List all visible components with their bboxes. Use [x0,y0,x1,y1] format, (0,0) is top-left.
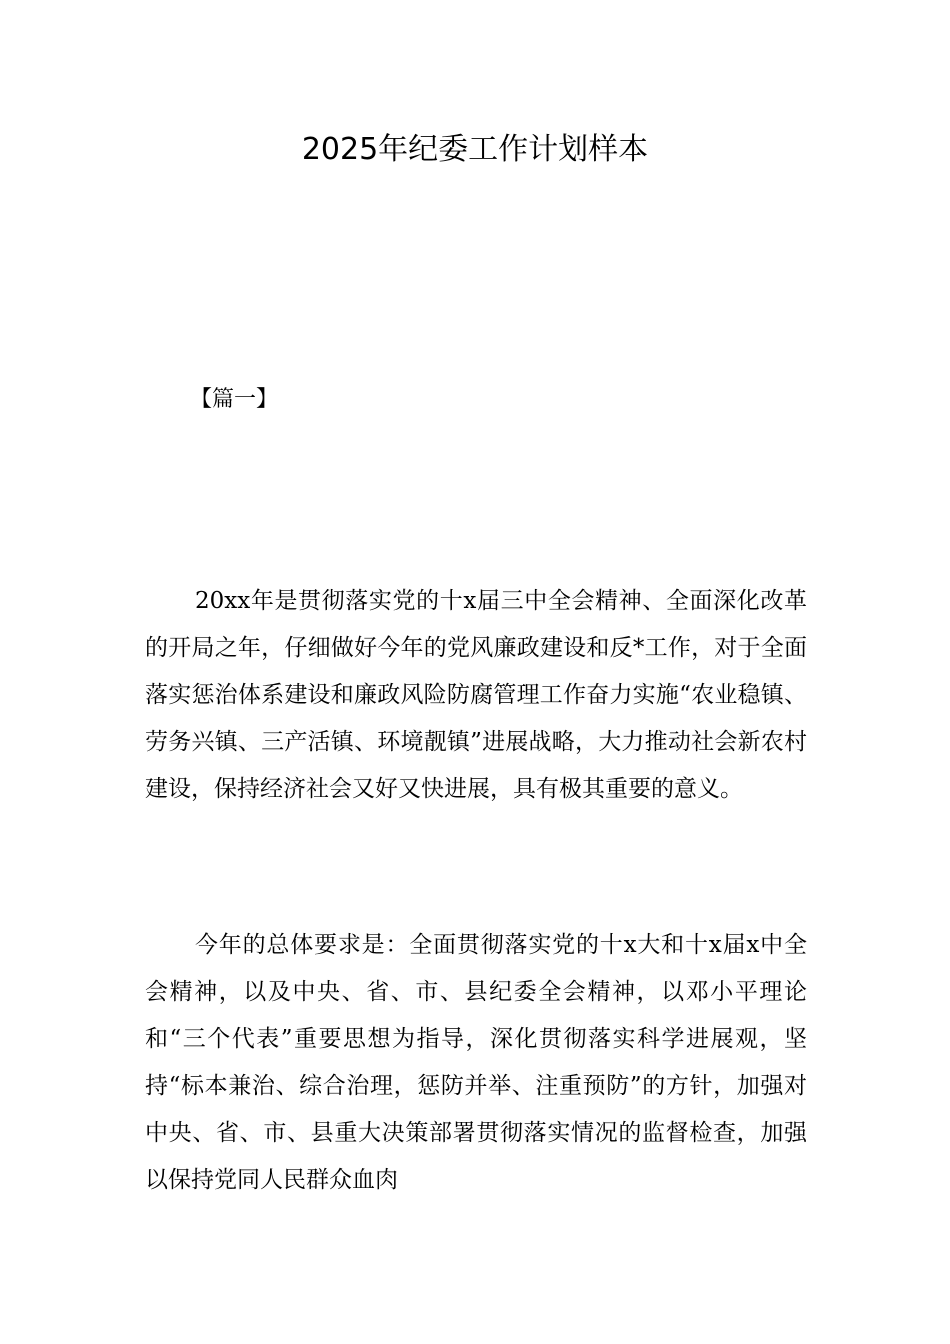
paragraph-2: 今年的总体要求是：全面贯彻落实党的十x大和十x届x中全会精神，以及中央、省、市、县纪委全会精神，以邓小平理论和“三个代表”重要思想为指导，深化贯彻落实科学进展观，坚持“标本兼治、综合治理，惩防并举、注重预防”的方针，加强对中央、省、市、县重大决策部署贯彻落实情况的监督检查，加强以保持党同人民群众血肉 [145,932,807,1193]
document-title: 2025年纪委工作计划样本 [301,132,649,167]
section-label: 【篇一】 [190,387,279,412]
paragraph-1: 20xx年是贯彻落实党的十x届三中全会精神、全面深化改革的开局之年，仔细做好今年的党风廉政建设和反*工作，对于全面落实惩治体系建设和廉政风险防腐管理工作奋力实施“农业稳镇、劳务兴镇、三产活镇、环境靓镇”进展战略，大力推动社会新农村建设，保持经济社会又好又快进展，具有极其重要的意义。 [145,588,807,802]
